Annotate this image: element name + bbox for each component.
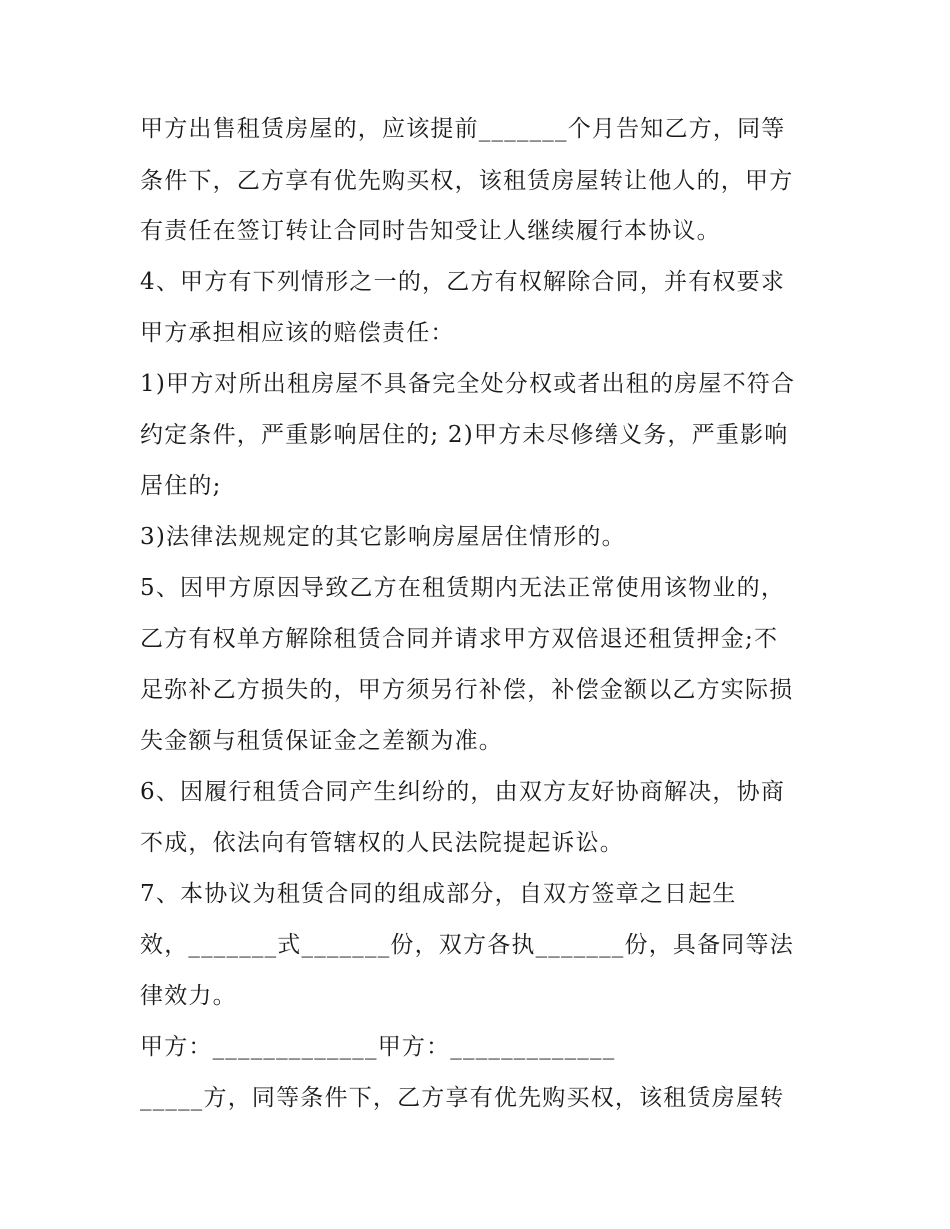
text-line: _____方，同等条件下，乙方享有优先购买权，该租赁房屋转	[140, 1085, 785, 1111]
text-line: 有责任在签订转让合同时告知受让人继续履行本协议。	[140, 218, 721, 244]
text-line: 失金额与租赁保证金之差额为准。	[140, 728, 503, 754]
clause-4-item-3: 3)法律法规规定的其它影响房屋居住情形的。	[140, 524, 626, 550]
text-line: 甲方出售租赁房屋的，应该提前_______个月告知乙方，同等	[140, 116, 786, 142]
text-line: 居住的;	[140, 473, 222, 499]
text-line: 效，_______式_______份，双方各执_______份，具备同等法	[140, 932, 794, 958]
text-line: 不成，依法向有管辖权的人民法院提起诉讼。	[140, 830, 624, 856]
text-line: 律效力。	[140, 983, 237, 1009]
signature-line: 甲方：_____________甲方：_____________	[140, 1034, 616, 1060]
text-line: 甲方承担相应该的赔偿责任：	[140, 320, 455, 346]
clause-4-heading: 4、甲方有下列情形之一的，乙方有权解除合同，并有权要求	[140, 269, 786, 295]
text-line: 足弥补乙方损失的，甲方须另行补偿，补偿金额以乙方实际损	[140, 677, 794, 703]
clause-4-item-1: 1)甲方对所出租房屋不具备完全处分权或者出租的房屋不符合	[140, 371, 796, 397]
clause-6-heading: 6、因履行租赁合同产生纠纷的，由双方友好协商解决，协商	[140, 779, 786, 805]
text-line: 条件下，乙方享有优先购买权，该租赁房屋转让他人的，甲方	[140, 168, 794, 194]
clause-7-heading: 7、本协议为租赁合同的组成部分，自双方签章之日起生	[140, 881, 737, 907]
text-line: 约定条件，严重影响居住的; 2)甲方未尽修缮义务，严重影响	[140, 422, 789, 448]
text-line: 乙方有权单方解除租赁合同并请求甲方双倍退还租赁押金;不	[140, 626, 779, 652]
clause-5-heading: 5、因甲方原因导致乙方在租赁期内无法正常使用该物业的，	[140, 575, 786, 601]
